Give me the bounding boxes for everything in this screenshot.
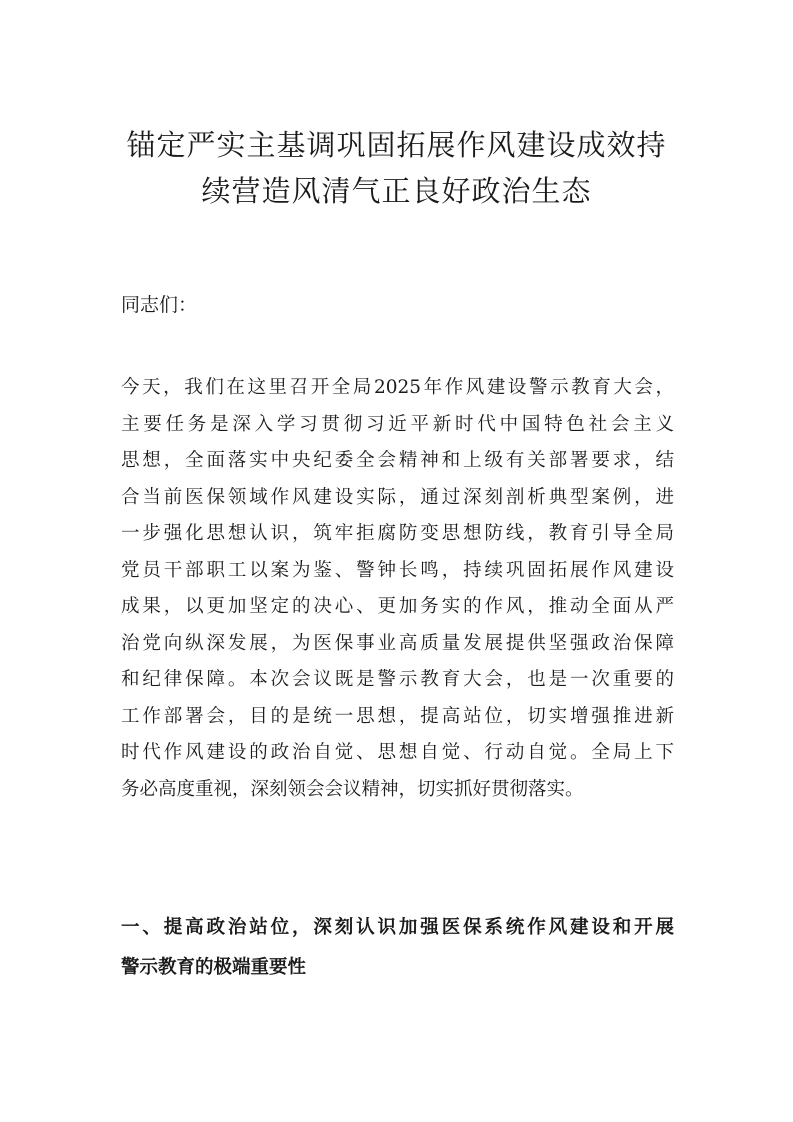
paragraph-line: 今天，我们在这里召开全局2025年作风建设警示教育大会， [121, 377, 674, 398]
paragraph-line: 和纪律保障。本次会议既是警示教育大会，也是一次重要的 [121, 669, 674, 690]
document-title [120, 122, 673, 214]
paragraph-line: 务必高度重视，深刻领会会议精神，切实抓好贯彻落实。 [121, 778, 584, 800]
paragraph-line: 思想，全面落实中央纪委全会精神和上级有关部署要求，结 [121, 450, 674, 471]
paragraph-line: 治党向纵深发展，为医保事业高质量发展提供坚强政治保障 [121, 632, 674, 654]
heading-line: 警示教育的极端重要性 [121, 957, 307, 978]
paragraph-line: 一步强化思想认识，筑牢拒腐防变思想防线，教育引导全局 [121, 523, 674, 544]
title-line: 续营造风清气正良好政治生态 [201, 174, 592, 208]
paragraph-line: 成果，以更加坚定的决心、更加务实的作风，推动全面从严 [121, 596, 674, 617]
section-heading [121, 908, 674, 988]
paragraph-line: 党员干部职工以案为鉴、警钟长鸣，持续巩固拓展作风建设 [121, 559, 674, 581]
paragraph-opening [121, 370, 674, 808]
paragraph-line: 主要任务是深入学习贯彻习近平新时代中国特色社会主义 [121, 413, 674, 435]
paragraph-line: 工作部署会，目的是统一思想，提高站位，切实增强推进新 [121, 705, 674, 727]
title-line: 锚定严实主基调巩固拓展作风建设成效持 [126, 128, 667, 162]
paragraph-line: 时代作风建设的政治自觉、思想自觉、行动自觉。全局上下 [121, 742, 674, 763]
paragraph-line: 合当前医保领域作风建设实际，通过深刻剖析典型案例，进 [121, 486, 674, 508]
salutation: 同志们： [121, 294, 198, 316]
heading-line: 一、提高政治站位，深刻认识加强医保系统作风建设和开展 [121, 917, 674, 938]
